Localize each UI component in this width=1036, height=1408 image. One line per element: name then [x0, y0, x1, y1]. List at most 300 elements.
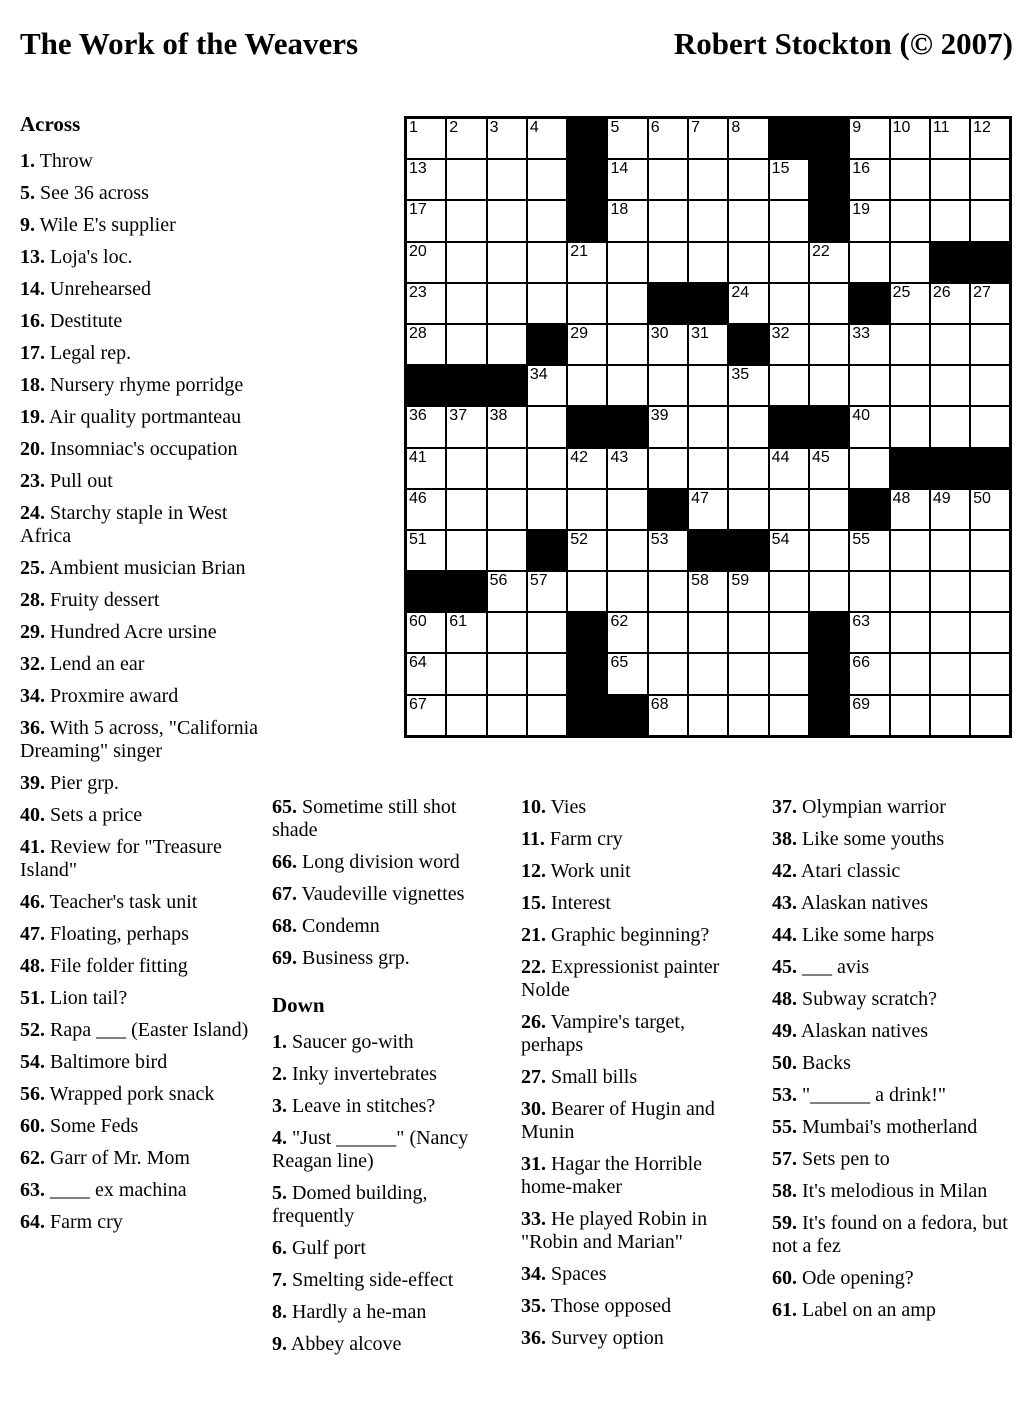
- grid-cell-r13c6[interactable]: [608, 613, 646, 652]
- grid-cell-r1c13[interactable]: [891, 119, 929, 158]
- grid-cell-r15c7[interactable]: [649, 696, 687, 735]
- grid-cell-r11c15[interactable]: [971, 531, 1009, 570]
- grid-cell-r3c2[interactable]: [447, 201, 485, 240]
- grid-cell-r3c6[interactable]: [608, 201, 646, 240]
- clue-text: Bearer of Hugin and Munin: [521, 1098, 715, 1143]
- grid-cell-r15c2[interactable]: [447, 696, 485, 735]
- grid-cell-r7c9[interactable]: [729, 366, 767, 405]
- grid-cell-r9c10[interactable]: [770, 449, 808, 488]
- clue-number: 32.: [20, 653, 45, 675]
- grid-cell-r6c15[interactable]: [971, 325, 1009, 364]
- clue-number: 30.: [521, 1098, 546, 1120]
- cell-number: 21: [570, 242, 588, 260]
- cell-number: 63: [852, 613, 871, 631]
- cell-number: 34: [529, 366, 548, 384]
- grid-cell-r11c5[interactable]: [568, 531, 606, 570]
- grid-cell-r10c9[interactable]: [729, 490, 767, 529]
- grid-cell-r13c12[interactable]: [850, 613, 888, 652]
- grid-cell-r4c10[interactable]: [770, 243, 808, 282]
- grid-cell-r8c4[interactable]: [528, 407, 566, 446]
- clue-number: 57.: [772, 1148, 797, 1170]
- clue-number: 62.: [20, 1147, 45, 1169]
- grid-cell-r12c12[interactable]: [850, 572, 888, 611]
- grid-cell-r6c2[interactable]: [447, 325, 485, 364]
- grid-cell-r11c3[interactable]: [488, 531, 526, 570]
- grid-cell-r15c5: [568, 696, 606, 735]
- cell-number: 29: [570, 324, 588, 342]
- clue-text: Destitute: [45, 310, 123, 332]
- clue-down-15: [521, 892, 742, 915]
- grid-cell-r11c7[interactable]: [649, 531, 687, 570]
- grid-cell-r2c6[interactable]: [608, 160, 646, 199]
- grid-cell-r5c13[interactable]: [891, 284, 929, 323]
- clue-text: Vies: [546, 796, 587, 818]
- grid-cell-r13c2[interactable]: [447, 613, 485, 652]
- grid-cell-r13c14[interactable]: [931, 613, 969, 652]
- grid-cell-r2c11: [810, 160, 848, 199]
- clue-text: Olympian warrior: [797, 796, 946, 818]
- grid-cell-r7c8[interactable]: [689, 366, 727, 405]
- clue-across-23: [20, 470, 270, 493]
- grid-cell-r9c12[interactable]: [850, 449, 888, 488]
- clue-text: Mumbai's motherland: [797, 1116, 978, 1138]
- grid-cell-r3c8[interactable]: [689, 201, 727, 240]
- grid-cell-r7c4[interactable]: [528, 366, 566, 405]
- grid-cell-r13c3[interactable]: [488, 613, 526, 652]
- grid-cell-r12c11[interactable]: [810, 572, 848, 611]
- cell-number: 53: [650, 530, 669, 548]
- across-clue-list-part2: [272, 796, 485, 970]
- grid-cell-r6c8[interactable]: [689, 325, 727, 364]
- clue-across-65: [272, 796, 485, 842]
- clue-number: 25.: [20, 557, 45, 579]
- clue-down-38: [772, 828, 1020, 851]
- grid-cell-r7c6[interactable]: [608, 366, 646, 405]
- clue-number: 69.: [272, 947, 297, 969]
- grid-cell-r7c13[interactable]: [891, 366, 929, 405]
- clue-number: 54.: [20, 1051, 45, 1073]
- clue-across-24: [20, 502, 270, 548]
- clue-number: 50.: [772, 1052, 797, 1074]
- clue-down-53: [772, 1084, 1020, 1107]
- grid-cell-r2c3[interactable]: [488, 160, 526, 199]
- cell-number: 36: [409, 407, 427, 425]
- grid-cell-r10c14[interactable]: [931, 490, 969, 529]
- grid-cell-r13c7[interactable]: [649, 613, 687, 652]
- grid-cell-r2c15[interactable]: [971, 160, 1009, 199]
- grid-cell-r11c14[interactable]: [931, 531, 969, 570]
- clue-across-5: [20, 182, 270, 205]
- grid-cell-r4c3[interactable]: [488, 243, 526, 282]
- cell-number: 48: [892, 489, 911, 507]
- cell-number: 68: [650, 695, 669, 713]
- grid-cell-r5c14[interactable]: [931, 284, 969, 323]
- grid-cell-r10c1[interactable]: [407, 490, 445, 529]
- grid-cell-r10c13[interactable]: [891, 490, 929, 529]
- grid-cell-r8c9[interactable]: [729, 407, 767, 446]
- grid-cell-r10c2[interactable]: [447, 490, 485, 529]
- grid-cell-r15c8[interactable]: [689, 696, 727, 735]
- grid-cell-r10c12: [850, 490, 888, 529]
- cell-number: 19: [852, 201, 871, 219]
- grid-cell-r3c15[interactable]: [971, 201, 1009, 240]
- grid-cell-r7c1: [407, 366, 445, 405]
- grid-cell-r2c1[interactable]: [407, 160, 445, 199]
- cell-number: 25: [892, 283, 911, 301]
- clue-number: 21.: [521, 924, 546, 946]
- grid-cell-r12c9[interactable]: [729, 572, 767, 611]
- grid-cell-r3c1[interactable]: [407, 201, 445, 240]
- grid-cell-r5c3[interactable]: [488, 284, 526, 323]
- grid-cell-r13c5: [568, 613, 606, 652]
- grid-cell-r1c12[interactable]: [850, 119, 888, 158]
- grid-cell-r10c4[interactable]: [528, 490, 566, 529]
- grid-cell-r8c3[interactable]: [488, 407, 526, 446]
- grid-cell-r4c4[interactable]: [528, 243, 566, 282]
- clue-down-44: [772, 924, 1020, 947]
- grid-cell-r11c2[interactable]: [447, 531, 485, 570]
- clue-text: "Just ______" (Nancy Reagan line): [272, 1127, 469, 1172]
- clue-text: Sometime still shot shade: [272, 796, 457, 841]
- grid-cell-r14c8[interactable]: [689, 654, 727, 693]
- grid-cell-r3c3[interactable]: [488, 201, 526, 240]
- grid-cell-r14c9[interactable]: [729, 654, 767, 693]
- clue-down-3: [272, 1095, 485, 1118]
- grid-cell-r15c14[interactable]: [931, 696, 969, 735]
- grid-cell-r10c8[interactable]: [689, 490, 727, 529]
- clue-text: Saucer go-with: [287, 1031, 414, 1053]
- clue-number: 38.: [772, 828, 797, 850]
- clue-text: Lion tail?: [45, 987, 128, 1009]
- grid-cell-r9c5[interactable]: [568, 449, 606, 488]
- grid-cell-r15c12[interactable]: [850, 696, 888, 735]
- grid-cell-r11c10[interactable]: [770, 531, 808, 570]
- grid-cell-r9c4[interactable]: [528, 449, 566, 488]
- grid-cell-r4c11[interactable]: [810, 243, 848, 282]
- grid-cell-r4c7[interactable]: [649, 243, 687, 282]
- grid-cell-r9c1[interactable]: [407, 449, 445, 488]
- clue-number: 14.: [20, 278, 45, 300]
- grid-cell-r13c9[interactable]: [729, 613, 767, 652]
- grid-cell-r1c1[interactable]: [407, 119, 445, 158]
- clue-number: 16.: [20, 310, 45, 332]
- grid-cell-r4c9[interactable]: [729, 243, 767, 282]
- clue-down-57: [772, 1148, 1020, 1171]
- grid-cell-r8c2[interactable]: [447, 407, 485, 446]
- clue-number: 61.: [772, 1299, 797, 1321]
- grid-cell-r14c13[interactable]: [891, 654, 929, 693]
- grid-cell-r8c14[interactable]: [931, 407, 969, 446]
- grid-cell-r5c15[interactable]: [971, 284, 1009, 323]
- grid-cell-r2c2[interactable]: [447, 160, 485, 199]
- grid-cell-r5c1[interactable]: [407, 284, 445, 323]
- cell-number: 46: [409, 489, 427, 507]
- cell-number: 54: [771, 530, 790, 548]
- grid-cell-r3c10[interactable]: [770, 201, 808, 240]
- clue-text: ____ ex machina: [45, 1179, 187, 1201]
- grid-cell-r8c1[interactable]: [407, 407, 445, 446]
- grid-cell-r1c6[interactable]: [608, 119, 646, 158]
- cell-number: 62: [610, 613, 629, 631]
- grid-cell-r4c2[interactable]: [447, 243, 485, 282]
- grid-cell-r7c10[interactable]: [770, 366, 808, 405]
- grid-cell-r11c12[interactable]: [850, 531, 888, 570]
- grid-cell-r8c7[interactable]: [649, 407, 687, 446]
- grid-cell-r14c3[interactable]: [488, 654, 526, 693]
- grid-cell-r6c13[interactable]: [891, 325, 929, 364]
- clue-across-67: [272, 883, 485, 906]
- grid-cell-r1c8[interactable]: [689, 119, 727, 158]
- grid-cell-r12c3[interactable]: [488, 572, 526, 611]
- grid-cell-r5c5[interactable]: [568, 284, 606, 323]
- clue-text: Alaskan natives: [797, 892, 929, 914]
- cell-number: 23: [409, 283, 427, 301]
- grid-cell-r14c2[interactable]: [447, 654, 485, 693]
- grid-cell-r6c9: [729, 325, 767, 364]
- grid-cell-r14c4[interactable]: [528, 654, 566, 693]
- cell-number: 18: [610, 201, 629, 219]
- cell-number: 17: [409, 201, 427, 219]
- grid-cell-r12c13[interactable]: [891, 572, 929, 611]
- grid-cell-r7c5[interactable]: [568, 366, 606, 405]
- grid-cell-r4c8[interactable]: [689, 243, 727, 282]
- grid-cell-r6c3[interactable]: [488, 325, 526, 364]
- cell-number: 59: [731, 572, 750, 590]
- grid-cell-r14c10[interactable]: [770, 654, 808, 693]
- grid-cell-r13c4[interactable]: [528, 613, 566, 652]
- clue-across-54: [20, 1051, 270, 1074]
- grid-cell-r9c9[interactable]: [729, 449, 767, 488]
- grid-cell-r13c13[interactable]: [891, 613, 929, 652]
- grid-cell-r6c1[interactable]: [407, 325, 445, 364]
- grid-cell-r9c3[interactable]: [488, 449, 526, 488]
- clue-number: 42.: [772, 860, 797, 882]
- grid-cell-r7c7[interactable]: [649, 366, 687, 405]
- grid-cell-r15c4[interactable]: [528, 696, 566, 735]
- grid-cell-r3c14[interactable]: [931, 201, 969, 240]
- clue-text: Fruity dessert: [45, 589, 160, 611]
- grid-cell-r7c12[interactable]: [850, 366, 888, 405]
- grid-cell-r12c4[interactable]: [528, 572, 566, 611]
- cell-number: 44: [771, 448, 790, 466]
- grid-cell-r6c10[interactable]: [770, 325, 808, 364]
- clue-across-34: [20, 685, 270, 708]
- grid-cell-r11c11[interactable]: [810, 531, 848, 570]
- grid-cell-r13c8[interactable]: [689, 613, 727, 652]
- grid-cell-r8c13[interactable]: [891, 407, 929, 446]
- grid-cell-r5c7: [649, 284, 687, 323]
- clue-text: Starchy staple in West Africa: [20, 502, 228, 547]
- grid-cell-r13c10[interactable]: [770, 613, 808, 652]
- grid-cell-r14c12[interactable]: [850, 654, 888, 693]
- grid-cell-r8c15[interactable]: [971, 407, 1009, 446]
- grid-cell-r3c13[interactable]: [891, 201, 929, 240]
- grid-cell-r6c12[interactable]: [850, 325, 888, 364]
- grid-cell-r5c9[interactable]: [729, 284, 767, 323]
- clue-number: 6.: [272, 1237, 287, 1259]
- grid-cell-r10c11[interactable]: [810, 490, 848, 529]
- grid-cell-r3c7[interactable]: [649, 201, 687, 240]
- grid-cell-r6c5[interactable]: [568, 325, 606, 364]
- clue-number: 18.: [20, 374, 45, 396]
- cell-number: 41: [409, 448, 427, 466]
- grid-cell-r9c15: [971, 449, 1009, 488]
- grid-cell-r10c3[interactable]: [488, 490, 526, 529]
- grid-cell-r15c13[interactable]: [891, 696, 929, 735]
- grid-cell-r9c2[interactable]: [447, 449, 485, 488]
- grid-cell-r10c5[interactable]: [568, 490, 606, 529]
- clue-across-19: [20, 406, 270, 429]
- clue-number: 53.: [772, 1084, 797, 1106]
- grid-cell-r9c11[interactable]: [810, 449, 848, 488]
- grid-cell-r4c6[interactable]: [608, 243, 646, 282]
- clue-text: Unrehearsed: [45, 278, 152, 300]
- grid-cell-r14c6[interactable]: [608, 654, 646, 693]
- grid-cell-r15c3[interactable]: [488, 696, 526, 735]
- grid-cell-r8c8[interactable]: [689, 407, 727, 446]
- clue-number: 68.: [272, 915, 297, 937]
- grid-cell-r2c8[interactable]: [689, 160, 727, 199]
- grid-cell-r3c4[interactable]: [528, 201, 566, 240]
- clue-number: 65.: [272, 796, 297, 818]
- grid-cell-r12c7[interactable]: [649, 572, 687, 611]
- grid-cell-r2c13[interactable]: [891, 160, 929, 199]
- clue-across-13: [20, 246, 270, 269]
- clue-down-34: [521, 1263, 742, 1286]
- grid-cell-r6c7[interactable]: [649, 325, 687, 364]
- grid-cell-r11c13[interactable]: [891, 531, 929, 570]
- grid-cell-r4c13[interactable]: [891, 243, 929, 282]
- grid-cell-r2c4[interactable]: [528, 160, 566, 199]
- grid-cell-r12c1: [407, 572, 445, 611]
- cell-number: 57: [529, 572, 548, 590]
- grid-cell-r11c1[interactable]: [407, 531, 445, 570]
- grid-cell-r7c11[interactable]: [810, 366, 848, 405]
- grid-cell-r6c6[interactable]: [608, 325, 646, 364]
- clue-number: 5.: [20, 182, 35, 204]
- cell-number: 30: [650, 324, 669, 342]
- grid-cell-r2c10[interactable]: [770, 160, 808, 199]
- grid-cell-r5c4[interactable]: [528, 284, 566, 323]
- clue-down-42: [772, 860, 1020, 883]
- cell-number: 60: [409, 613, 427, 631]
- grid-cell-r12c5[interactable]: [568, 572, 606, 611]
- clue-text: Hardly a he-man: [287, 1301, 427, 1323]
- clue-across-64: [20, 1211, 270, 1234]
- grid-cell-r13c15[interactable]: [971, 613, 1009, 652]
- grid-cell-r15c15[interactable]: [971, 696, 1009, 735]
- grid-cell-r9c8[interactable]: [689, 449, 727, 488]
- clue-number: 17.: [20, 342, 45, 364]
- clue-text: Pier grp.: [45, 772, 119, 794]
- grid-cell-r12c14[interactable]: [931, 572, 969, 611]
- grid-cell-r2c9[interactable]: [729, 160, 767, 199]
- clue-number: 1.: [20, 150, 35, 172]
- grid-cell-r14c7[interactable]: [649, 654, 687, 693]
- grid-cell-r10c15[interactable]: [971, 490, 1009, 529]
- grid-cell-r3c9[interactable]: [729, 201, 767, 240]
- clue-across-39: [20, 772, 270, 795]
- clue-text: Ambient musician Brian: [45, 557, 246, 579]
- clue-column-2: [272, 796, 485, 1365]
- grid-cell-r6c11[interactable]: [810, 325, 848, 364]
- clue-down-6: [272, 1237, 485, 1260]
- grid-cell-r1c3[interactable]: [488, 119, 526, 158]
- grid-cell-r8c12[interactable]: [850, 407, 888, 446]
- grid-cell-r7c15[interactable]: [971, 366, 1009, 405]
- grid-cell-r9c6[interactable]: [608, 449, 646, 488]
- grid-cell-r1c4[interactable]: [528, 119, 566, 158]
- grid-cell-r5c10[interactable]: [770, 284, 808, 323]
- cell-number: 14: [610, 160, 629, 178]
- clue-text: He played Robin in "Robin and Marian": [521, 1208, 708, 1253]
- grid-cell-r2c7[interactable]: [649, 160, 687, 199]
- clue-number: 20.: [20, 438, 45, 460]
- grid-cell-r3c12[interactable]: [850, 201, 888, 240]
- grid-cell-r10c10[interactable]: [770, 490, 808, 529]
- grid-cell-r13c1[interactable]: [407, 613, 445, 652]
- grid-cell-r5c2[interactable]: [447, 284, 485, 323]
- grid-cell-r11c6[interactable]: [608, 531, 646, 570]
- grid-cell-r10c6[interactable]: [608, 490, 646, 529]
- cell-number: 40: [852, 407, 871, 425]
- grid-cell-r9c7[interactable]: [649, 449, 687, 488]
- clue-text: File folder fitting: [45, 955, 188, 977]
- puzzle-title: The Work of the Weavers: [20, 26, 359, 61]
- clue-text: It's found on a fedora, but not a fez: [772, 1212, 1008, 1257]
- grid-cell-r6c14[interactable]: [931, 325, 969, 364]
- clue-down-49: [772, 1020, 1020, 1043]
- grid-cell-r14c1[interactable]: [407, 654, 445, 693]
- clue-text: Sets pen to: [797, 1148, 890, 1170]
- grid-cell-r15c10[interactable]: [770, 696, 808, 735]
- grid-cell-r4c5[interactable]: [568, 243, 606, 282]
- grid-cell-r5c11[interactable]: [810, 284, 848, 323]
- clue-number: 5.: [272, 1182, 287, 1204]
- grid-cell-r15c9[interactable]: [729, 696, 767, 735]
- grid-cell-r5c6[interactable]: [608, 284, 646, 323]
- grid-cell-r1c2[interactable]: [447, 119, 485, 158]
- grid-cell-r14c14[interactable]: [931, 654, 969, 693]
- cell-number: 66: [852, 654, 871, 672]
- grid-cell-r2c12[interactable]: [850, 160, 888, 199]
- clue-number: 2.: [272, 1063, 287, 1085]
- grid-cell-r12c15[interactable]: [971, 572, 1009, 611]
- grid-cell-r12c6[interactable]: [608, 572, 646, 611]
- clue-number: 28.: [20, 589, 45, 611]
- grid-cell-r12c10[interactable]: [770, 572, 808, 611]
- clue-number: 52.: [20, 1019, 45, 1041]
- grid-cell-r15c1[interactable]: [407, 696, 445, 735]
- grid-cell-r1c7[interactable]: [649, 119, 687, 158]
- grid-cell-r4c12[interactable]: [850, 243, 888, 282]
- grid-cell-r12c8[interactable]: [689, 572, 727, 611]
- grid-cell-r7c14[interactable]: [931, 366, 969, 405]
- cell-number: 13: [409, 160, 427, 178]
- clue-number: 36.: [521, 1327, 546, 1349]
- clue-text: Inky invertebrates: [287, 1063, 437, 1085]
- grid-cell-r1c15[interactable]: [971, 119, 1009, 158]
- across-clue-list-part1: [20, 150, 270, 1234]
- cell-number: 32: [771, 324, 790, 342]
- grid-cell-r2c14[interactable]: [931, 160, 969, 199]
- clue-across-60: [20, 1115, 270, 1138]
- grid-cell-r8c6: [608, 407, 646, 446]
- grid-cell-r4c1[interactable]: [407, 243, 445, 282]
- grid-cell-r1c9[interactable]: [729, 119, 767, 158]
- grid-cell-r14c15[interactable]: [971, 654, 1009, 693]
- grid-cell-r1c14[interactable]: [931, 119, 969, 158]
